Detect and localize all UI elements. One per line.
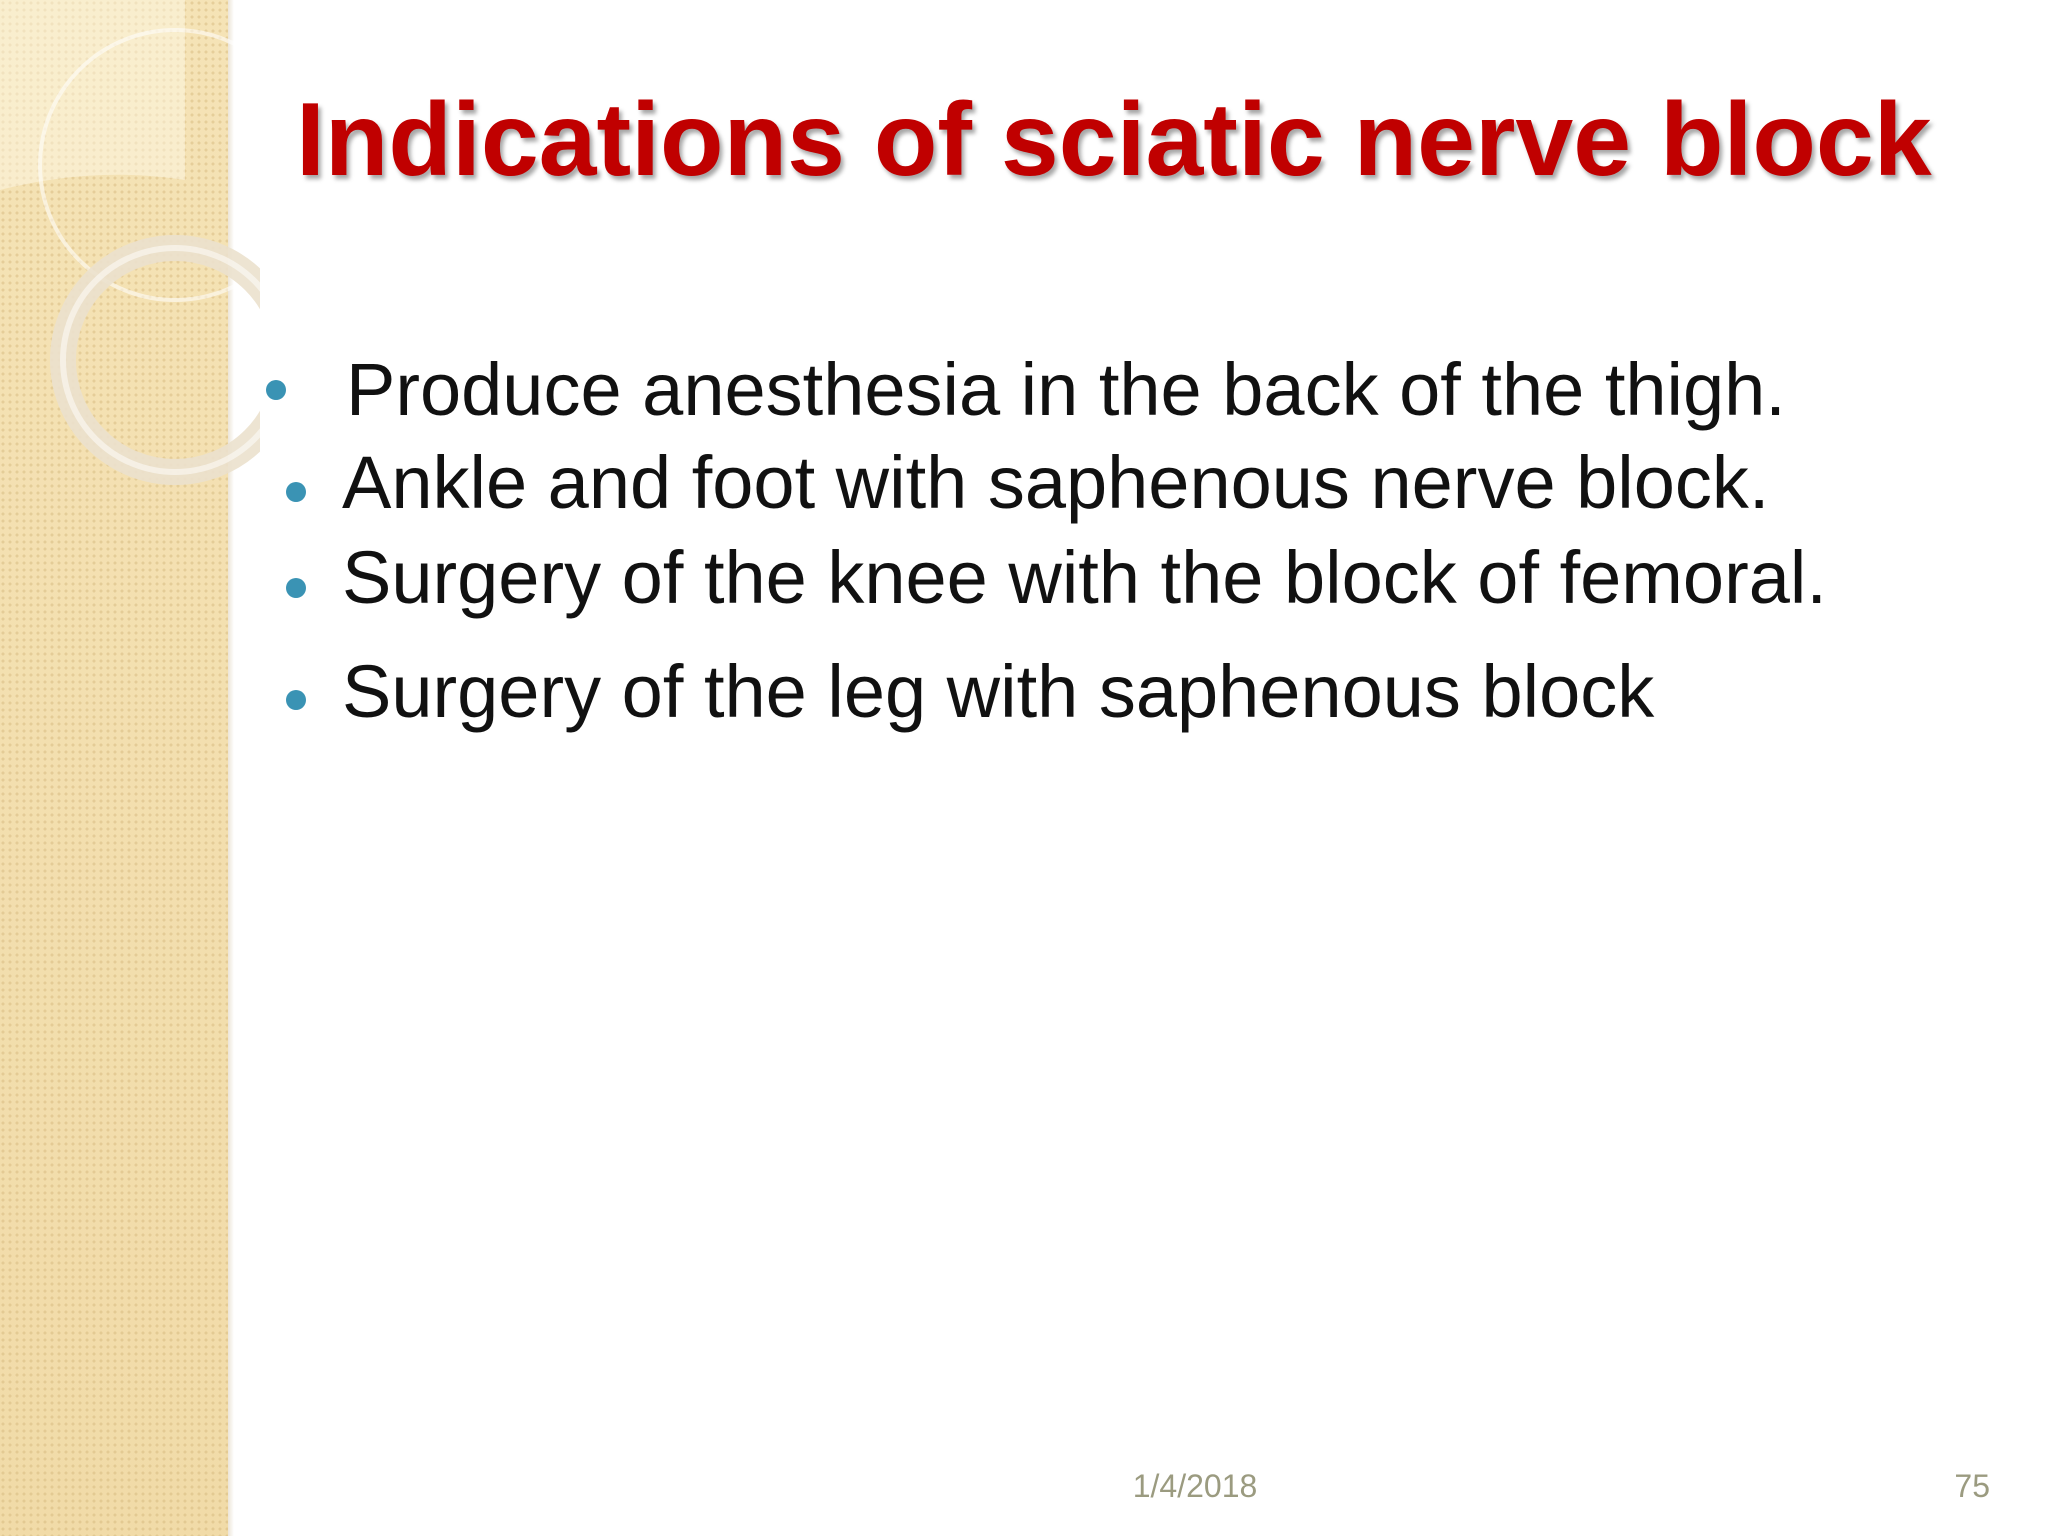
bullet-dot-icon — [266, 380, 286, 400]
bullet-dot-icon — [286, 690, 306, 710]
bullet-dot-icon — [286, 482, 306, 502]
footer-date: 1/4/2018 — [1132, 1468, 1258, 1504]
bullet-text: Surgery of the leg with saphenous block — [342, 650, 1655, 733]
bullet-text: Ankle and foot with saphenous nerve block. — [342, 441, 1770, 524]
slide-title: Indications of sciatic nerve block — [296, 82, 1932, 198]
slide-number: 75 — [1954, 1468, 1990, 1504]
bullet-dot-icon — [286, 578, 306, 598]
bullet-text: Surgery of the knee with the block of femoral. — [342, 536, 1827, 619]
decorative-rings — [0, 0, 260, 520]
bullet-text: Produce anesthesia in the back of the thigh. — [346, 348, 1786, 431]
